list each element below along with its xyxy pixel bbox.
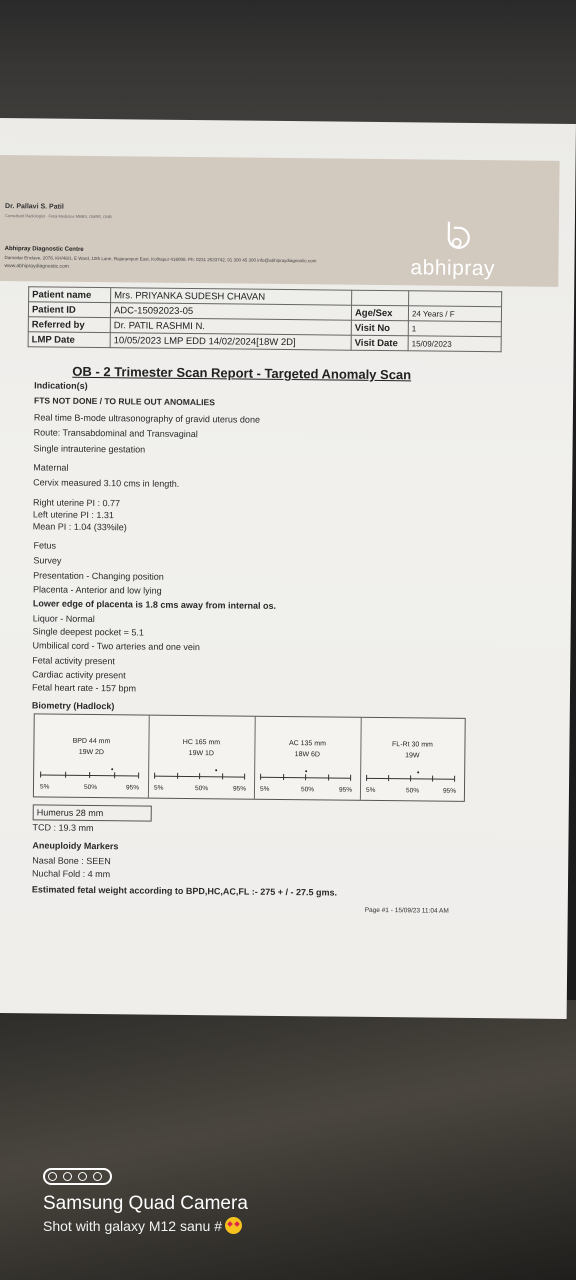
- indications-heading: Indication(s): [34, 380, 88, 391]
- indication-1: FTS NOT DONE / TO RULE OUT ANOMALIES: [33, 395, 215, 408]
- referred-value: Dr. PATIL RASHMI N.: [110, 318, 351, 336]
- doctor-qualification: Consultant Radiologist · Fetal Medicine MBBS, DMRE, DNB: [4, 213, 112, 220]
- biometry-gestational-age: 19W 1D: [188, 750, 215, 758]
- aneuploidy-heading: Aneuploidy Markers: [32, 840, 119, 852]
- percentile-label-p5: 5%: [39, 783, 50, 791]
- percentile-marker: [417, 771, 419, 773]
- biometry-cell: [360, 718, 465, 801]
- survey-heading: Survey: [33, 555, 62, 566]
- deepest-pocket: Single deepest pocket = 5.1: [32, 626, 145, 638]
- humerus-box: Humerus 28 mm: [33, 804, 152, 821]
- biometry-gestational-age: 18W 6D: [294, 751, 321, 759]
- abhipray-logo-text: abhipray: [410, 256, 496, 281]
- percentile-scale: [40, 774, 138, 776]
- right-uterine-pi: Right uterine PI : 0.77: [32, 497, 121, 509]
- heart-eyes-emoji-icon: [225, 1217, 242, 1234]
- percentile-label-p95: 95%: [232, 785, 247, 793]
- page-footer: Page #1 - 15/09/23 11:04 AM: [364, 906, 449, 915]
- biometry-cell: [254, 717, 362, 800]
- percentile-label-p50: 50%: [83, 783, 98, 792]
- umbilical-cord: Umbilical cord - Two arteries and one vein: [32, 640, 200, 653]
- quad-camera-icon: [43, 1168, 112, 1185]
- background-bottom: [0, 1000, 576, 1280]
- scale-tick: [199, 773, 200, 779]
- estimated-fetal-weight: Estimated fetal weight according to BPD,HC,AC,FL :- 275 + / - 27.5 gms.: [31, 884, 338, 898]
- doctor-name: Dr. Pallavi S. Patil: [5, 203, 64, 211]
- percentile-label-p50: 50%: [405, 787, 420, 795]
- percentile-marker: [111, 768, 113, 770]
- referred-label: Referred by: [28, 317, 110, 333]
- placenta: Placenta - Anterior and low lying: [33, 584, 162, 596]
- percentile-label-p5: 5%: [365, 786, 376, 794]
- percentile-marker: [215, 769, 217, 771]
- report-title: OB - 2 Trimester Scan Report - Targeted Anomaly Scan: [72, 363, 412, 383]
- scale-tick: [138, 772, 139, 778]
- biometry-gestational-age: 19W: [405, 752, 420, 760]
- tcd: TCD : 19.3 mm: [32, 822, 94, 834]
- report-line-2: Route: Transabdominal and Transvaginal: [33, 427, 198, 440]
- agesex-value: 24 Years / F: [408, 306, 501, 322]
- cervix-length: Cervix measured 3.10 cms in length.: [33, 477, 180, 489]
- agesex-label: Age/Sex: [351, 305, 408, 321]
- percentile-marker: [305, 770, 307, 772]
- scale-tick: [40, 771, 41, 777]
- cardiac-activity: Cardiac activity present: [32, 669, 126, 681]
- biometry-panel: [33, 713, 466, 802]
- presentation: Presentation - Changing position: [33, 570, 164, 582]
- biometry-measure: BPD 44 mm: [72, 737, 111, 746]
- placenta-edge: Lower edge of placenta is 1.8 cms away from internal os.: [32, 598, 277, 611]
- scale-tick: [432, 776, 433, 782]
- scale-tick: [222, 773, 223, 779]
- biometry-gestational-age: 19W 2D: [78, 748, 105, 757]
- percentile-label-p5: 5%: [153, 784, 164, 792]
- scale-tick: [89, 772, 90, 778]
- scale-tick: [388, 775, 389, 781]
- fetal-activity: Fetal activity present: [32, 655, 115, 667]
- scale-tick: [350, 775, 351, 781]
- fetus-heading: Fetus: [33, 540, 57, 551]
- scale-tick: [244, 774, 245, 780]
- biometry-measure: FL-Rt 30 mm: [392, 741, 433, 749]
- report-paper: [0, 118, 576, 1019]
- patient-id-value: ADC-15092023-05: [110, 303, 351, 321]
- scale-tick: [65, 772, 66, 778]
- scale-tick: [410, 775, 411, 781]
- visit-no-label: Visit No: [351, 320, 408, 336]
- scale-tick: [454, 776, 455, 782]
- biometry-cell: [34, 714, 150, 797]
- nasal-bone: Nasal Bone : SEEN: [32, 855, 111, 867]
- scale-tick: [283, 774, 284, 780]
- patient-id-label: Patient ID: [28, 302, 110, 318]
- letterhead-band: [0, 155, 560, 287]
- scale-tick: [177, 773, 178, 779]
- centre-name: Abhipray Diagnostic Centre: [4, 246, 84, 253]
- percentile-label-p50: 50%: [300, 786, 315, 794]
- biometry-heading: Biometry (Hadlock): [31, 700, 115, 712]
- camera-watermark-subtitle: Shot with galaxy M12 sanu #: [43, 1217, 242, 1234]
- visit-no-value: 1: [408, 321, 501, 337]
- percentile-label-p5: 5%: [259, 785, 270, 793]
- scale-tick: [366, 775, 367, 781]
- abhipray-logo-icon: [440, 220, 474, 256]
- report-line-3: Single intrauterine gestation: [33, 443, 146, 455]
- visit-date-label: Visit Date: [351, 335, 408, 351]
- percentile-label-p95: 95%: [338, 786, 353, 794]
- centre-website: www.abhipraydiagnostic.com: [4, 263, 69, 270]
- biometry-measure: HC 165 mm: [182, 738, 221, 747]
- camera-watermark-title: Samsung Quad Camera: [43, 1193, 248, 1214]
- scale-tick: [328, 774, 329, 780]
- background-top: [0, 0, 576, 130]
- fetal-heart-rate: Fetal heart rate - 157 bpm: [31, 682, 137, 694]
- lmp-value: 10/05/2023 LMP EDD 14/02/2024[18W 2D]: [110, 333, 351, 351]
- percentile-scale: [260, 777, 350, 779]
- percentile-scale: [366, 778, 454, 780]
- patient-info-table: [28, 286, 503, 352]
- scale-tick: [154, 773, 155, 779]
- report-line-1: Real time B-mode ultrasonography of gravid uterus done: [33, 412, 261, 425]
- patient-name-label: Patient name: [29, 287, 111, 303]
- left-uterine-pi: Left uterine PI : 1.31: [32, 509, 114, 521]
- percentile-label-p50: 50%: [194, 785, 209, 793]
- biometry-measure: AC 135 mm: [288, 740, 326, 748]
- centre-address: Damodar Enclave, 2078, KH/48/1, E Ward, 10th Lane, Rajarampuri East, Kolhapur 416008. Ph: 0231 2533742, 91 300 45 300 info@abhipraydiagnostic.com: [4, 255, 317, 264]
- nuchal-fold: Nuchal Fold : 4 mm: [32, 868, 111, 880]
- patient-name-value: Mrs. PRIYANKA SUDESH CHAVAN: [111, 288, 352, 306]
- maternal-heading: Maternal: [33, 462, 69, 473]
- scale-tick: [114, 772, 115, 778]
- percentile-label-p95: 95%: [125, 784, 140, 792]
- scale-tick: [305, 774, 306, 780]
- liquor: Liquor - Normal: [32, 613, 95, 625]
- visit-date-value: 15/09/2023: [408, 336, 501, 352]
- lmp-label: LMP Date: [28, 332, 110, 348]
- biometry-cell: [148, 716, 256, 799]
- scale-tick: [260, 774, 261, 780]
- percentile-scale: [154, 776, 244, 778]
- mean-pi: Mean PI : 1.04 (33%ile): [32, 521, 127, 533]
- percentile-label-p95: 95%: [442, 787, 457, 795]
